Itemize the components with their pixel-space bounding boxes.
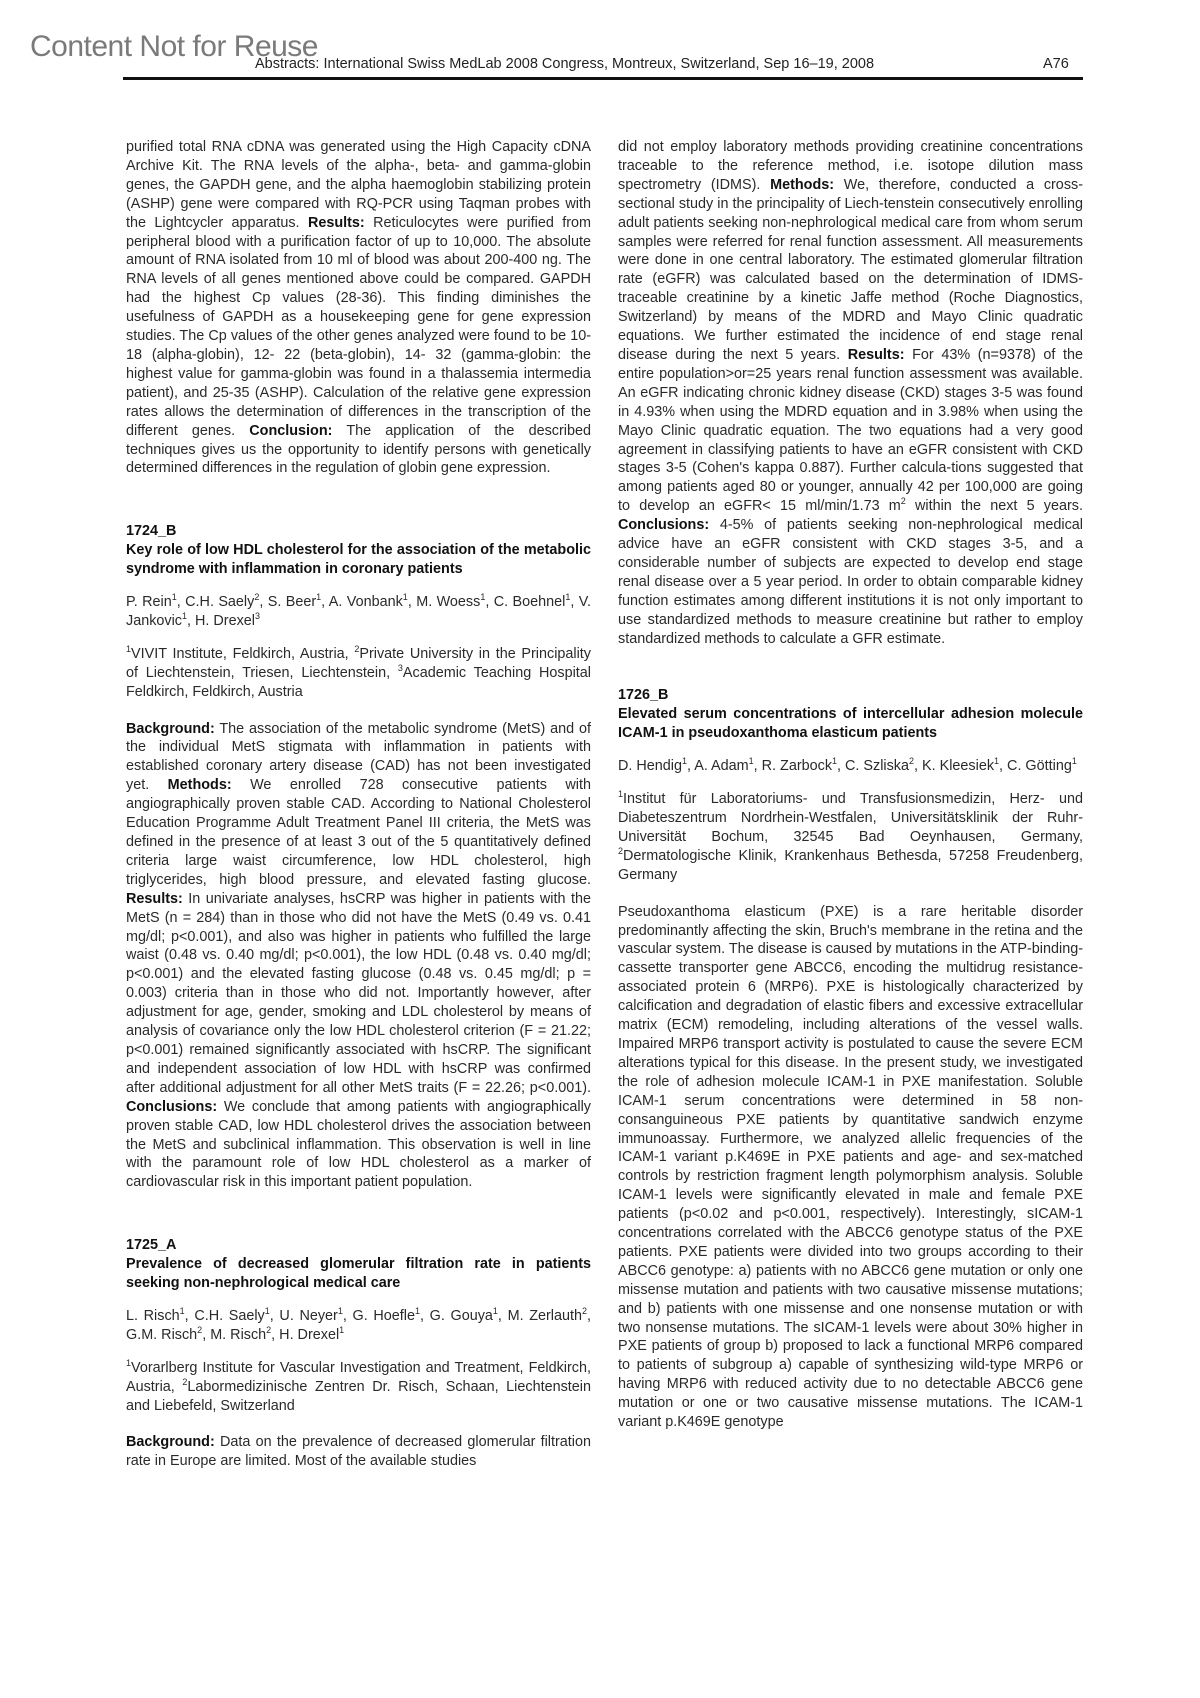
affiliation-marker: 1 (565, 592, 571, 603)
text: We, therefore, conducted a cross-sectional study in the principality of Liech-tenstein consecutively enrolling adult patients seeking non-nephrological medical care from whom serum samples were referred for renal function assessment. All measurements were done in one central laboratory. The estimated glomerular filtration rate (eGFR) was calculated based on the determination of IDMS-traceable creatinine by a kinetic Jaffe method (Roche Diagnostics, Switzerland) by means of the MDRD and Mayo Clinic quadratic equations. We further estimated the incidence of end stage renal disease during the next 5 years. (618, 176, 1083, 363)
abstract-id: 1725_A (126, 1237, 177, 1254)
left-column (126, 138, 591, 1471)
author-name: C. Boehnel (493, 594, 566, 611)
author-name: L. Risch (126, 1307, 180, 1324)
affiliation-marker: 1 (126, 644, 132, 655)
text: We conclude that among patients with angiographically proven stable CAD, low HDL cholesterol drives the association between the MetS and subclinical inflammation. This observation is well in line with the paramount role of low HDL cholesterol as a marker of cardiovascular risk in this important patient population. (126, 1098, 591, 1191)
abstract-body (126, 720, 591, 1193)
affiliation-marker: 2 (266, 1325, 272, 1336)
section-label: Results: (307, 214, 365, 231)
text: did not employ laboratory methods providing creatinine concentrations traceable to the reference method, i.e. isotope dilution mass spectrometry (IDMS). (618, 139, 1083, 193)
continuation-paragraph (618, 138, 1083, 648)
author-list: L. Risch$^1$, C.H. Saely$^1$, U. Neyer$^1$, G. Hoefle$^1$, G. Gouya$^1$, M. Zerlauth$^2$, G.M. Risch$^2$, M. Risch$^2$, H. Drexel$^1$ (126, 1306, 592, 1343)
section-label: Conclusions: (618, 517, 710, 534)
running-head: Abstracts: International Swiss MedLab 2008 Congress, Montreux, Switzerland, Sep 16–19, 2008 (255, 56, 875, 72)
abstract-id: 1724_B (126, 523, 177, 540)
affiliation-marker: 3 (255, 611, 261, 622)
section-label: Results: (126, 890, 183, 907)
affiliation-marker: 1 (682, 756, 688, 767)
affiliation-marker: 2 (618, 846, 624, 857)
author-name: A. Vonbank (328, 594, 403, 611)
text: within the next 5 years. (905, 498, 1083, 515)
continuation-paragraph (126, 138, 591, 478)
author-name: M. Risch (210, 1326, 267, 1343)
text: Reticulocytes were purified from peripheral blood with a purification factor of up to 10,000. The absolute amount of RNA isolated from 10 ml of blood was about 200-400 ng. The RNA levels of all genes mentioned above could be compared. GAPDH had the highest Cp values (28-36). This finding diminishes the usefulness of GAPDH as a housekeeping gene for gene expression studies. The Cp values of the other genes analyzed were found to be 10-18 (alpha-globin), 12- 22 (beta-globin), 14- 32 (gamma-globin: the highest value for gamma-globin was found in a thalassemia intermedia patient), and 25-35 (ASHP). Calculation of the relative gene expression rates allows the determination of differences in the transcription of the different genes. (126, 214, 591, 439)
affiliation-marker: 1 (171, 592, 177, 603)
author-name: C. Götting (1007, 758, 1072, 775)
author-name: H. Drexel (279, 1326, 340, 1343)
section-label: Conclusion: (249, 422, 333, 439)
affiliation-text: Labormedizinische Zentren Dr. Risch, Schaan, Liechtenstein and Liebefeld, Switzerland (126, 1378, 591, 1414)
text: purified total RNA cDNA was generated using the High Capacity cDNA Archive Kit. The RNA levels of the alpha-, beta- and gamma-globin genes, the GAPDH gene, and the alpha haemoglobin stabilizing protein (ASHP) gene were compared with RQ-PCR using Taqman probes with the Lightcycler apparatus. (126, 139, 591, 231)
author-list: D. Hendig$^1$, A. Adam$^1$, R. Zarbock$^1$, C. Szliska$^2$, K. Kleesiek$^1$, C. Götting$^1$ (618, 756, 1077, 775)
section-label: Methods: (770, 176, 835, 193)
author-name: M. Zerlauth (507, 1307, 583, 1324)
affiliation-text: Vorarlberg Institute for Vascular Investigation and Treatment, Feldkirch, Austria, (126, 1359, 591, 1395)
text: In univariate analyses, hsCRP was higher in patients with the MetS (n = 284) than in those who did not have the MetS (0.49 vs. 0.41 mg/dl; p<0.001), and also was higher in patients who fulfilled the large waist (0.48 vs. 0.40 mg/dl; p<0.001), the low HDL (0.48 vs. 0.40 mg/dl; p<0.001) and the elevated fasting glucose (0.48 vs. 0.45 mg/dl; p = 0.003) criteria than in those who did not. Importantly however, after adjustment for age, gender, smoking and LDL cholesterol by means of analysis of covariance only the low HDL cholesterol criterion (F = 21.22; p<0.001) remained significantly associated with hsCRP. The significant and independent association of low HDL with hsCRP was confirmed after additional adjustment for all other MetS traits (F = 22.26; p<0.001). (126, 890, 591, 1096)
affiliation-text: Institut für Laboratoriums- und Transfusionsmedizin, Herz- und Diabeteszentrum Nordrhein-Westfalen, Universitätsklinik der Ruhr-Universität Bochum, 32545 Bad Oeynhausen, Germany, (618, 791, 1083, 845)
affiliation-marker: 1 (264, 1306, 270, 1317)
author-name: S. Beer (267, 594, 317, 611)
text: Data on the prevalence of decreased glomerular filtration rate in Europe are limited. Most of the available studies (126, 1434, 591, 1470)
affiliation-marker: 1 (402, 592, 408, 603)
author-name: D. Hendig (618, 758, 682, 775)
affiliation-text: VIVIT Institute, Feldkirch, Austria, (131, 645, 355, 662)
affiliation-text: Private University in the Principality of Liechtenstein, Triesen, Liechtenstein, (126, 645, 591, 681)
author-name: C.H. Saely (185, 594, 255, 611)
author-name: P. Rein (126, 594, 172, 611)
affiliation-marker: 1 (179, 1306, 185, 1317)
affiliation-marker: 2 (254, 592, 260, 603)
author-list: P. Rein$^1$, C.H. Saely$^2$, S. Beer$^1$, A. Vonbank$^1$, M. Woess$^1$, C. Boehnel$^1$, V. Jankovic$^1$, H. Drexel$^3$ (126, 592, 592, 629)
abstract-id: 1726_B (618, 687, 669, 704)
text: The application of the described techniques gives us the opportunity to identify persons with genetically determined differences in the regulation of globin gene expression. (126, 422, 591, 477)
affiliation-marker: 1 (994, 756, 1000, 767)
author-name: G. Gouya (429, 1307, 493, 1324)
affiliation-marker: 1 (618, 789, 624, 800)
affiliation-marker: 2 (182, 1376, 188, 1387)
section-label: Conclusions: (126, 1098, 218, 1115)
affiliation-marker: 2 (582, 1306, 588, 1317)
header-rule (123, 77, 1083, 80)
author-name: G.M. Risch (126, 1326, 198, 1343)
affiliation-marker: 1 (337, 1306, 343, 1317)
text: We enrolled 728 consecutive patients with angiographically proven stable CAD. According to National Cholesterol Education Programme Adult Treatment Panel III criteria, the MetS was defined in the presence of at least 3 out of the 5 quantitatively defined criteria large waist circumference, low HDL cholesterol, high triglycerides, high blood pressure, and elevated fasting glucose. (126, 777, 591, 888)
abstract-body (126, 1433, 591, 1471)
affiliation-marker: 1 (414, 1306, 420, 1317)
author-name: C. Szliska (845, 758, 910, 775)
affiliation-marker: 1 (316, 592, 322, 603)
section-label: Results: (847, 346, 905, 363)
author-name: M. Woess (416, 594, 481, 611)
author-name: K. Kleesiek (922, 758, 995, 775)
affiliation-list (618, 790, 1083, 885)
section-label: Methods: (167, 777, 232, 794)
text: For 43% (n=9378) of the entire population>or=25 years renal function assessment was available. An eGFR indicating chronic kidney disease (CKD) stages 3-5 was found in 4.93% when using the MDRD equation and in 3.98% when using the Mayo Clinic quadratic equation. The two equations had a very good agreement in classifying patients to have an eGFR consistent with CKD stages 3-5 (Cohen's kappa 0.887). Further calcula-tions suggested that among patients aged 80 or younger, annually 42 per 100,000 are going to develop an eGFR< 15 ml/min/1.73 m (618, 346, 1083, 515)
text: The association of the metabolic syndrome (MetS) and of the individual MetS stigmata with inflammation in patients with established coronary artery disease (CAD) has not been investigated yet. (126, 720, 591, 794)
abstract-title: Key role of low HDL cholesterol for the association of the metabolic syndrome with inflammation in coronary patients (126, 542, 591, 578)
affiliation-marker: 1 (182, 611, 188, 622)
affiliation-list (126, 645, 591, 702)
affiliation-marker: 2 (909, 756, 915, 767)
affiliation-text: Dermatologische Klinik, Krankenhaus Bethesda, 57258 Freudenberg, Germany (618, 847, 1083, 883)
section-label: Background: (126, 1434, 215, 1451)
affiliation-list (126, 1359, 591, 1416)
affiliation-marker: 2 (197, 1325, 203, 1336)
author-name: H. Drexel (195, 612, 255, 629)
author-name: U. Neyer (279, 1307, 338, 1324)
affiliation-marker: 1 (480, 592, 486, 603)
author-name: A. Adam (694, 758, 749, 775)
abstract-title: Elevated serum concentrations of intercellular adhesion molecule ICAM-1 in pseudoxanthoma elasticum patients (618, 706, 1083, 742)
author-name: V. Jankovic (126, 594, 592, 629)
author-name: R. Zarbock (761, 758, 833, 775)
page-number: A76 (1043, 56, 1069, 72)
affiliation-marker: 1 (1071, 756, 1077, 767)
abstract-title: Prevalence of decreased glomerular filtration rate in patients seeking non-nephrological medical care (126, 1256, 591, 1292)
superscript: 2 (900, 496, 906, 507)
abstract-body: Pseudoxanthoma elasticum (PXE) is a rare heritable disorder predominantly affecting the skin, Bruch's membrane in the retina and the vascular system. The disease is caused by mutations in the ATP-binding-cassette transporter gene ABCC6, encoding the multidrug resistance-associated protein 6 (MRP6). PXE is histologically characterized by calcification and degradation of elastic fibers and excessive extracellular matrix (ECM) remodeling, including alterations of the vessel walls. Impaired MRP6 transport activity is postulated to cause the severe ECM alterations typical for this disease. In the present study, we investigated the role of adhesion molecule ICAM-1 in PXE manifestation. Soluble ICAM-1 serum concentrations were determined in 58 non-consanguineous PXE patients by quantitative sandwich enzyme immunoassay. Furthermore, we analyzed allelic frequencies of the ICAM-1 variant p.K469E in PXE patients and age- and sex-matched controls by restriction fragment length polymorphism analysis. Soluble ICAM-1 levels were significantly elevated in male and female PXE patients (p<0.02 and p<0.001, respectively). Interestingly, sICAM-1 concentrations correlated with the ABCC6 genotype status of the PXE patients. PXE patients were divided into two groups according to their ABCC6 genotype: a) patients with no ABCC6 gene mutation or only one missense mutation and patients with two causative missense mutations; and b) patients with one missense and one nonsense mutation or with two nonsense mutations. The sICAM-1 levels were about 30% higher in PXE patients of group b) proposed to lack a functional MRP6 compared to patients of subgroup a) capable of synthesizing wild-type MRP6 or having MRP6 with reduced activity due to no detectable ABCC6 gene mutation or one or two causative missense mutations. The ICAM-1 variant p.K469E genotype (618, 903, 1083, 1431)
affiliation-marker: 1 (126, 1357, 132, 1368)
affiliation-text: Academic Teaching Hospital Feldkirch, Feldkirch, Austria (126, 664, 591, 700)
affiliation-marker: 1 (748, 756, 754, 767)
affiliation-marker: 1 (339, 1325, 345, 1336)
watermark: Content Not for Reuse (30, 30, 318, 63)
author-name: C.H. Saely (194, 1307, 265, 1324)
right-column (618, 138, 1083, 1432)
affiliation-marker: 1 (492, 1306, 498, 1317)
text: 4-5% of patients seeking non-nephrological medical advice have an eGFR consistent with CKD stages 3-5, and a considerable number of subjects are expected to develop end stage renal disease over a 5 year period. In order to obtain comparable kidney function estimates among different institutions it is not only important to use standardized methods to measure creatinine but rather to employ standardized methods to calculate a GFR estimate. (618, 517, 1083, 647)
affiliation-marker: 1 (832, 756, 838, 767)
affiliation-marker: 3 (397, 662, 403, 673)
section-label: Background: (126, 720, 215, 737)
author-name: G. Hoefle (352, 1307, 415, 1324)
affiliation-marker: 2 (354, 644, 360, 655)
